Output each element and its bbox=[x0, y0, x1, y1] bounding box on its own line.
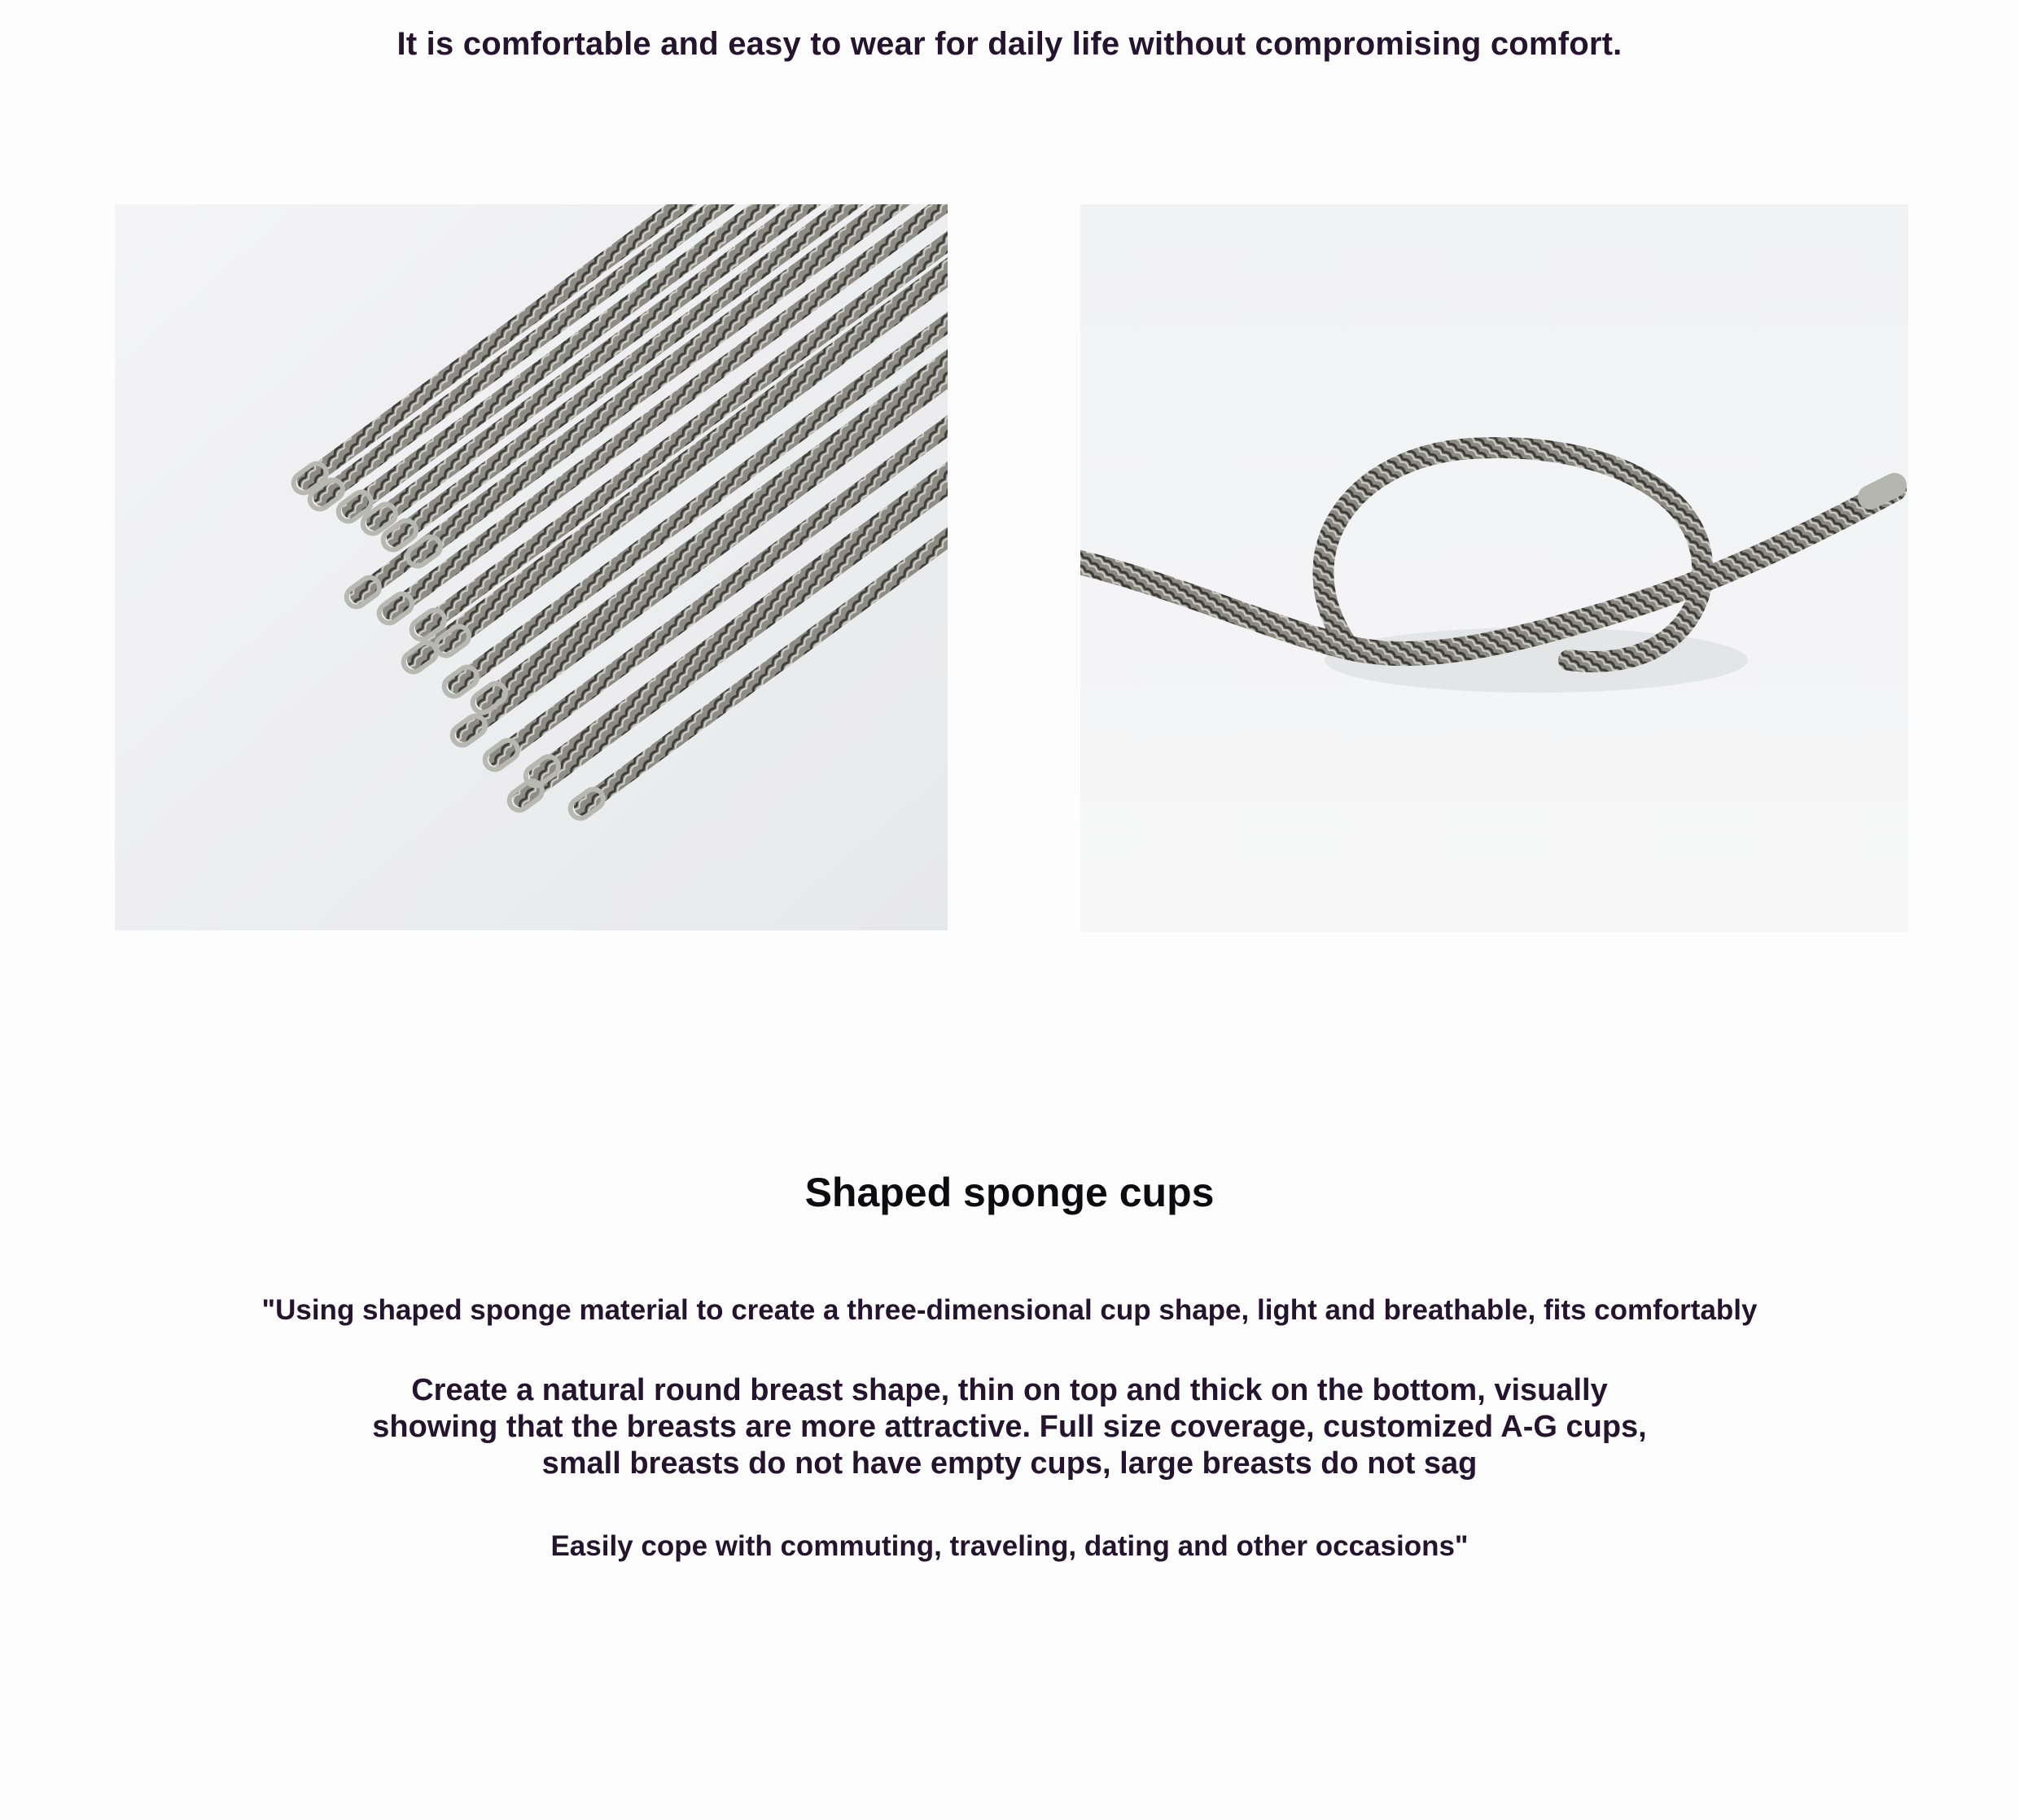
spiral-steel-bone-loop-illustration bbox=[1080, 204, 1908, 932]
section-title: Shaped sponge cups bbox=[804, 1170, 1215, 1215]
looped-spiral-steel-bone-photo bbox=[1080, 204, 1908, 932]
description-paragraph-3: Easily cope with commuting, traveling, dating and other occasions" bbox=[550, 1530, 1469, 1562]
bundle-of-spiral-steel-bones-photo bbox=[115, 204, 948, 930]
spiral-steel-bones-bundle-illustration bbox=[115, 204, 948, 930]
top-caption: It is comfortable and easy to wear for daily life without compromising comfort. bbox=[396, 26, 1623, 62]
description-paragraph-1: "Using shaped sponge material to create a three-dimensional cup shape, light and breathable, fits comfortably bbox=[261, 1294, 1758, 1326]
description-paragraph-2: Create a natural round breast shape, thin on top and thick on the bottom, visually showing that the breasts are more attractive. Full size coverage, customized A-G cups, small breasts do not have empty cups, large breasts do not sag bbox=[372, 1373, 1647, 1481]
